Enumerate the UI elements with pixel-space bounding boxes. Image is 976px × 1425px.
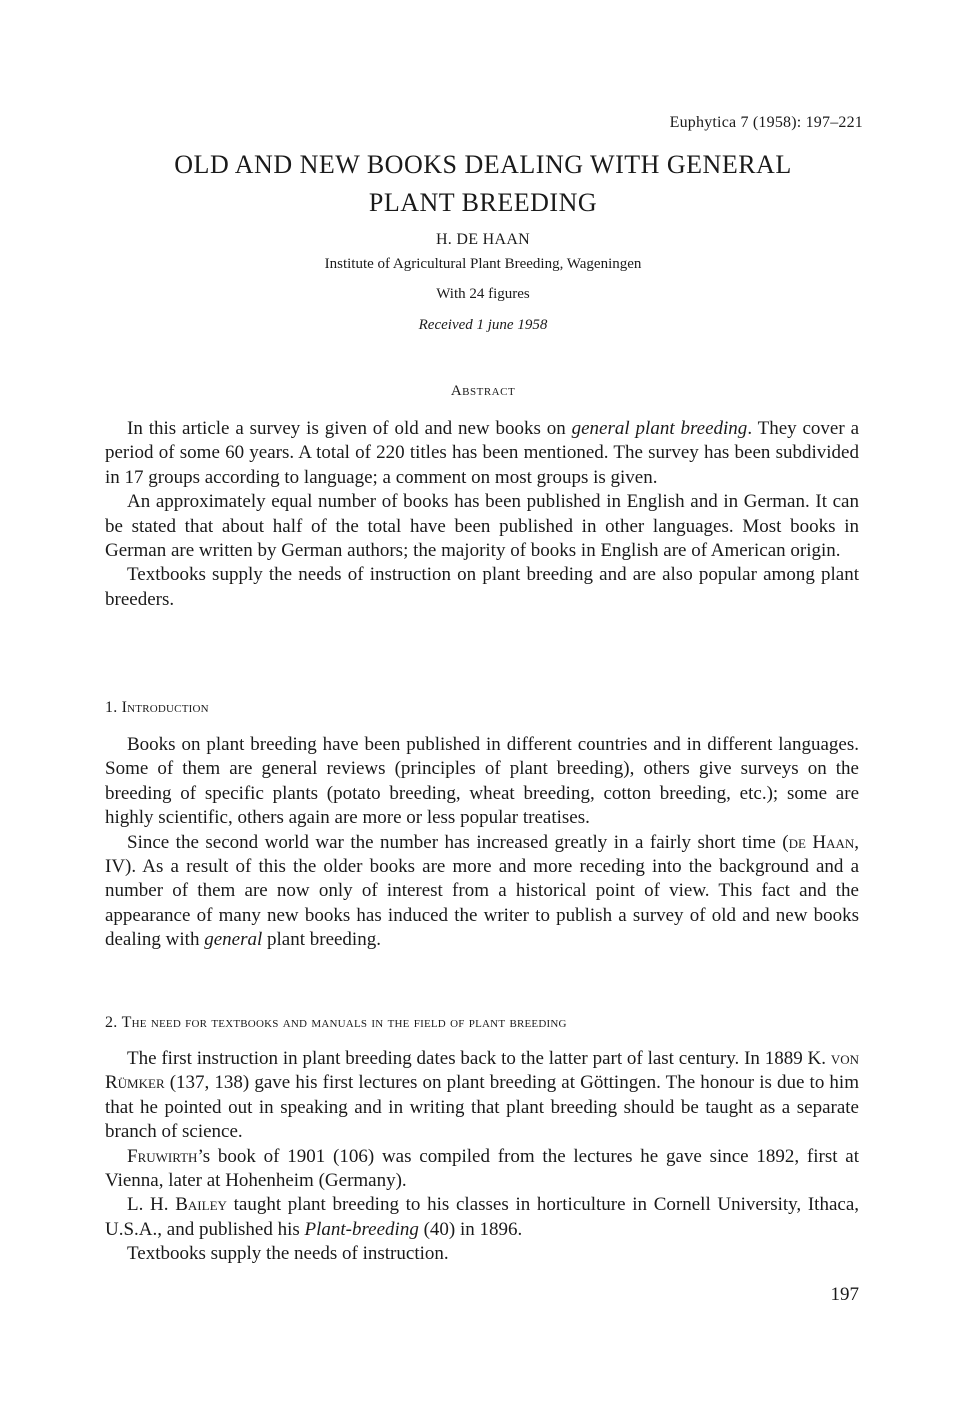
- section-2-paragraph-1: The first instruction in plant breeding dates back to the latter part of last century. In 1889 K. von Rümker (137, 138) gave his first lectures on plant breeding at Göttingen. The honour is due to him that he pointed out in speaking and in writing that plant breeding should be taught as a separate branch of science.: [105, 1048, 859, 1143]
- section-2-paragraph-3: L. H. Bailey taught plant breeding to his classes in horticulture in Cornell University, Ithaca, U.S.A., and published his Plant-breeding (40) in 1896.: [105, 1194, 860, 1240]
- article-title: [100, 146, 866, 222]
- section-1-heading: [105, 699, 209, 717]
- received-date: Received 1 june 1958: [418, 317, 548, 333]
- journal-reference: Euphytica 7 (1958): 197–221: [669, 114, 863, 131]
- abstract-paragraph-2: An approximately equal number of books has been published in English and in German. It can be stated that about half of the total have been published in other languages. Most books in German are written by German authors; the majority of books in English are of American origin.: [105, 491, 859, 562]
- section-1-paragraph-1: Books on plant breeding have been published in different countries and in different languages. Some of them are general reviews (principles of plant breeding), others give surveys on the breeding of specific plants (potato breeding, wheat breeding, cotton breeding, etc.); some are highly scientific, others again are more or less popular treatises.: [105, 734, 859, 829]
- abstract-paragraph-3: Textbooks supply the needs of instruction on plant breeding and are also popular among plant breeders.: [105, 564, 859, 610]
- section-1-title: Introduction: [121, 699, 209, 716]
- page-number: 197: [830, 1284, 859, 1305]
- title-line-2: PLANT BREEDING: [368, 188, 598, 217]
- section-2-paragraph-4: Textbooks supply the needs of instruction.: [127, 1243, 449, 1265]
- author-name: H. DE HAAN: [435, 231, 531, 248]
- section-1-body: [105, 733, 859, 953]
- abstract-paragraph-1: In this article a survey is given of old and new books on general plant breeding. They cover a period of some 60 years. A total of 220 titles has been mentioned. The survey has been subdivided in 17 groups according to language; a comment on most groups is given.: [105, 418, 859, 488]
- author-affiliation: Institute of Agricultural Plant Breeding, Wageningen: [324, 256, 642, 272]
- section-1-number: 1.: [105, 699, 118, 716]
- title-line-1: OLD AND NEW BOOKS DEALING WITH GENERAL: [174, 150, 792, 179]
- figures-note: With 24 figures: [436, 286, 530, 302]
- section-2-heading: [105, 1014, 567, 1032]
- abstract-heading: Abstract: [450, 383, 516, 399]
- section-1-paragraph-2: Since the second world war the number has increased greatly in a fairly short time (de Haan, IV). As a result of this the older books are more and more receding into the background and a number of them are now only of interest from a historical point of view. This fact and the appearance of many new books has induced the writer to publish a survey of old and new books dealing with general plant breeding.: [105, 831, 859, 951]
- section-2-body: [105, 1047, 859, 1267]
- section-2-title: The need for textbooks and manuals in the field of plant breeding: [121, 1014, 567, 1031]
- abstract-body: [105, 417, 859, 612]
- section-2-paragraph-2: Fruwirth’s book of 1901 (106) was compiled from the lectures he gave since 1892, first at Vienna, later at Hohenheim (Germany).: [105, 1145, 859, 1192]
- section-2-number: 2.: [105, 1014, 118, 1031]
